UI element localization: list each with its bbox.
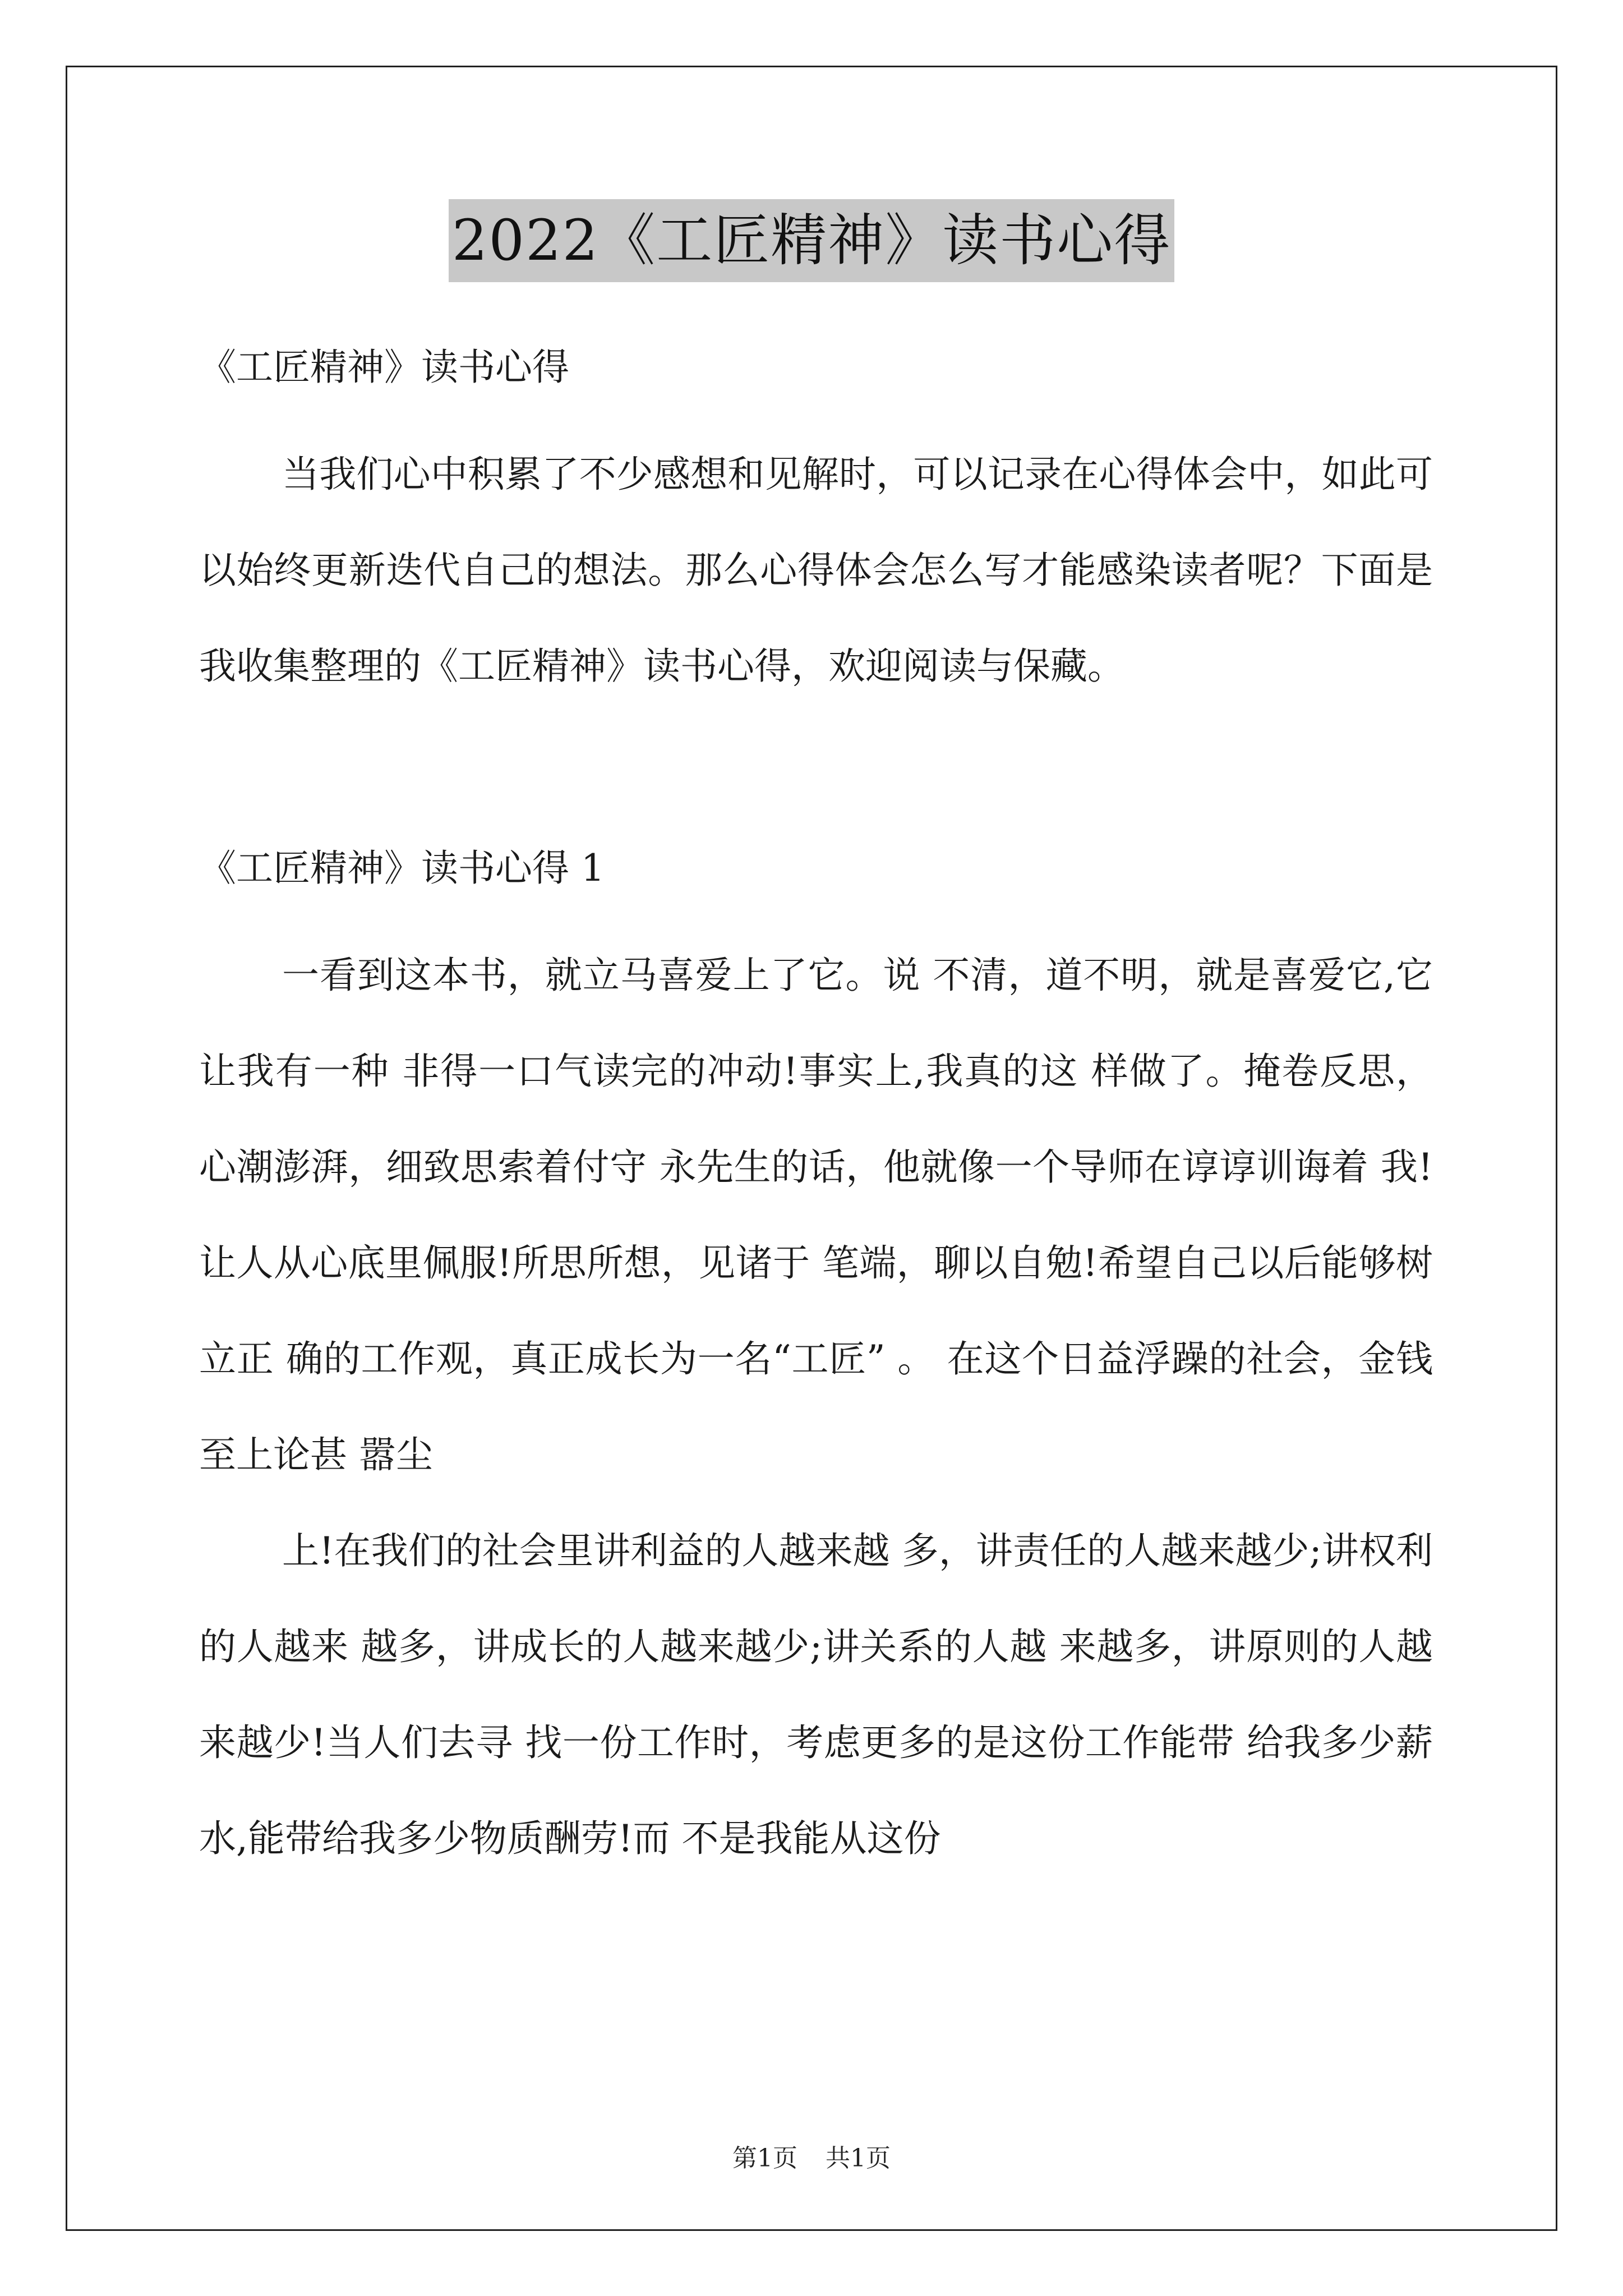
- section-paragraph-1: 一看到这本书，就立马喜爱上了它。说 不清，道不明，就是喜爱它,它让我有一种 非得一口气读完的冲动!事实上,我真的这 样做了。掩卷反思，心潮澎湃，细致思索着付守 永先生的话，他就像一个导师在谆谆训诲着 我!让人从心底里佩服!所思所想，见诸于 笔端，聊以自勉!希望自己以后能够树立正 确的工作观，真正成长为一名“工匠” 。 在这个日益浮躁的社会，金钱至上论甚 嚣尘: [199, 954, 1433, 1476]
- title-container: [0, 199, 1623, 282]
- section-paragraph-2: 上!在我们的社会里讲利益的人越来越 多，讲责任的人越来越少;讲权利的人越来 越多，讲成长的人越来越少;讲关系的人越 来越多，讲原则的人越来越少!当人们去寻 找一份工作时，考虑更多的是这份工作能带 给我多少薪水,能带给我多少物质酬劳!而 不是我能从这份: [199, 1529, 1433, 1860]
- spacer: [199, 393, 1433, 426]
- page-number: 第1页: [732, 2144, 797, 2173]
- intro-paragraph: 当我们心中积累了不少感想和见解时，可以记录在心得体会中，如此可以始终更新迭代自己的想法。那么心得体会怎么写才能感染读者呢？下面是我收集整理的《工匠精神》读书心得，欢迎阅读与保藏。: [199, 453, 1433, 688]
- section-heading: 《工匠精神》读书心得 1: [199, 846, 605, 890]
- intro-heading: 《工匠精神》读书心得: [199, 346, 569, 389]
- document-body: [199, 342, 1433, 1887]
- page-footer: [0, 2142, 1623, 2175]
- spacer: [199, 714, 1433, 843]
- page-total: 共1页: [826, 2144, 891, 2173]
- spacer: [199, 894, 1433, 927]
- document-title: 2022《工匠精神》读书心得: [449, 199, 1175, 282]
